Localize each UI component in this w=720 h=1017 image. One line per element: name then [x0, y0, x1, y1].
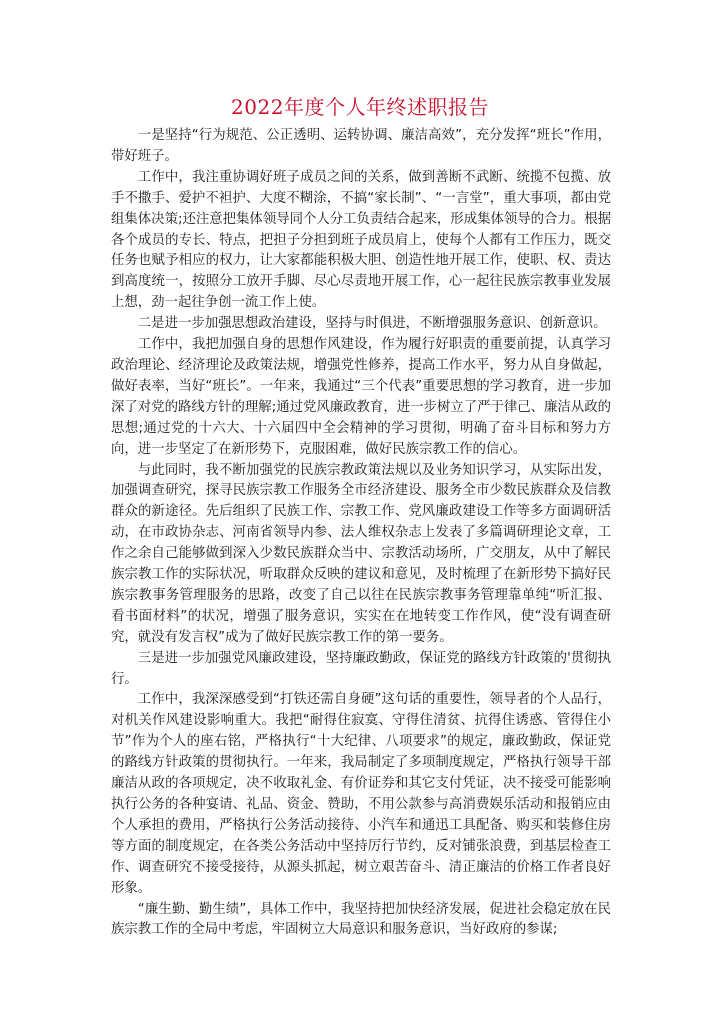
paragraph: 工作中，我把加强自身的思想作风建设，作为履行好职责的重要前提，认真学习政治理论、经济理论及政策法规，增强党性修养，提高工作水平，努力从自身做起，做好表率，当好“班长”。一年来，我通过“三个代表”重要思想的学习教育，进一步加深了对党的路线方针的理解;通过党风廉政教育，进一步树立了严于律己、廉洁从政的思想;通过党的十六大、十六届四中全会精神的学习贯彻，明确了奋斗目标和努力方向，进一步坚定了在新形势下，克服困难，做好民族宗教工作的信心。 [111, 337, 611, 457]
document-title: 2022年度个人年终述职报告 [231, 95, 489, 119]
paragraph: 工作中，我注重协调好班子成员之间的关系，做到善断不武断、统揽不包揽、放手不撒手、爱护不袒护、大度不糊涂，不搞“家长制”、“一言堂”，重大事项，都由党组集体决策;还注意把集体领导同个人分工负责结合起来，形成集体领导的合力。根据各个成员的专长、特点，把担子分担到班子成员肩上，使每个人都有工作压力，既交任务也赋予相应的权力，让大家都能积极大胆、创造性地开展工作，使职、权、责达到高度统一，按照分工放开手脚、尽心尽责地开展工作，心一起往民族宗教事业发展上想，劲一起往争创一流工作上使。 [111, 169, 611, 311]
paragraph: 与此同时，我不断加强党的民族宗教政策法规以及业务知识学习，从实际出发，加强调查研究，探寻民族宗教工作服务全市经济建设、服务全市少数民族群众及信教群众的新途径。先后组织了民族工作、宗教工作、党风廉政建设工作等多方面调研活动，在市政协杂志、河南省领导内参、法人维权杂志上发表了多篇调研理论文章，工作之余自己能够做到深入少数民族群众当中、宗教活动场所，广交朋友，从中了解民族宗教工作的实际状况，听取群众反映的建议和意见，及时梳理了在新形势下搞好民族宗教事务管理服务的思路，改变了自己以往在民族宗教事务管理靠单纯“听汇报、看书面材料”的状况，增强了服务意识，实实在在地转变工作作风，使“没有调查研究，就没有发言权”成为了做好民族宗教工作的第一要务。 [111, 462, 611, 645]
paragraph: 工作中，我深深感受到“打铁还需自身硬”这句话的重要性，领导者的个人品行，对机关作风建设影响重大。我把“耐得住寂寞、守得住清贫、抗得住诱惑、管得住小节”作为个人的座右铭，严格执行“十大纪律、八项要求”的规定，廉政勤政，保证党的路线方针政策的贯彻执行。一年来，我局制定了多项制度规定，严格执行领导干部廉洁从政的各项规定，决不收取礼金、有价证券和其它支付凭证，决不接受可能影响执行公务的各种宴请、礼品、资金、赞助，不用公款参与高消费娱乐活动和报销应由个人承担的费用，严格执行公务活动接待、小汽车和通迅工具配备、购买和装修住房等方面的制度规定，在各类公务活动中坚持厉行节约，反对铺张浪费，到基层检查工作、调查研究不接受接待，从源头抓起，树立艰苦奋斗、清正廉洁的价格工作者良好形象。 [111, 692, 611, 896]
paragraph: 三是进一步加强党风廉政建设，坚持廉政勤政，保证党的路线方针政策的'贯彻执行。 [111, 650, 611, 687]
document-body [111, 126, 611, 941]
paragraph: 二是进一步加强思想政治建设，坚持与时俱进，不断增强服务意识、创新意识。 [137, 316, 607, 332]
paragraph: 一是坚持“行为规范、公正透明、运转协调、廉洁高效”，充分发挥“班长”作用，带好班子。 [111, 128, 611, 164]
paragraph: “廉生勤、勤生绩”，具体工作中，我坚持把加快经济发展，促进社会稳定放在民族宗教工作的全局中考虑，牢固树立大局意识和服务意识，当好政府的参谋; [111, 901, 611, 938]
